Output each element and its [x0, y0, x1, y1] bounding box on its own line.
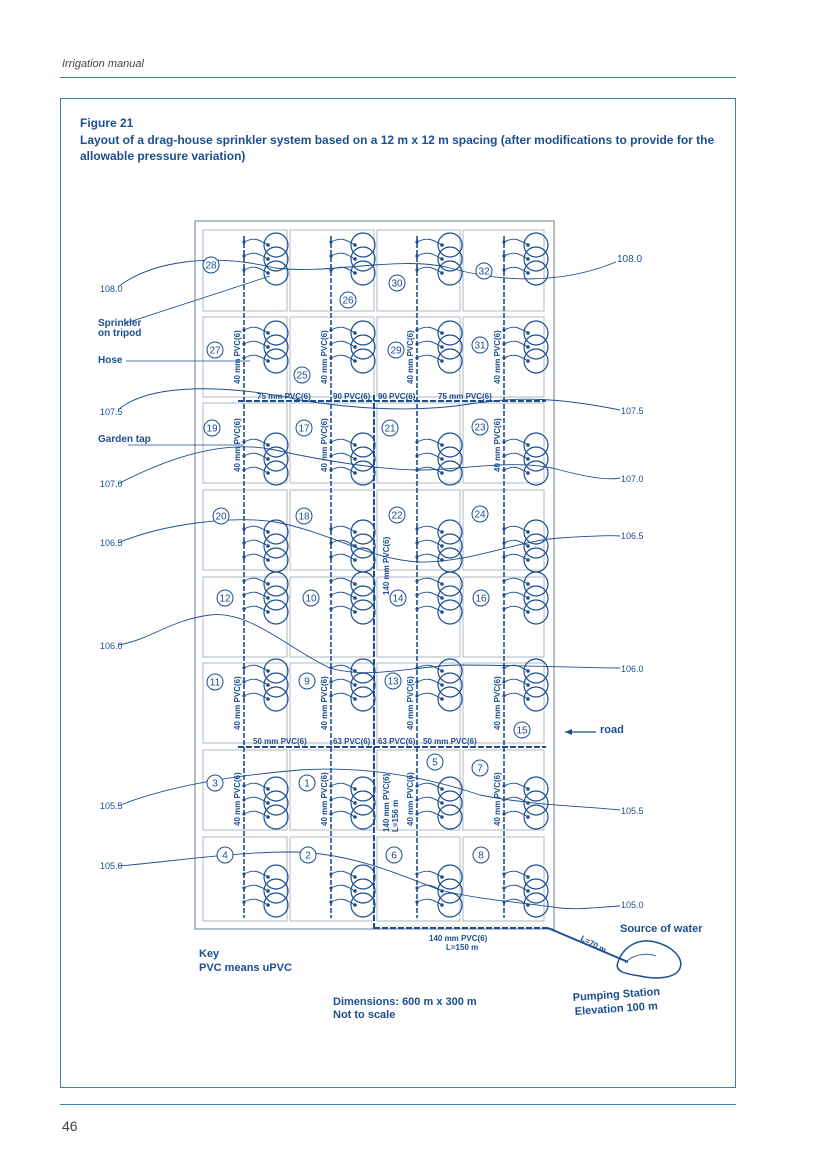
lateral-pipe-label: 40 mm PVC(6): [233, 772, 242, 826]
vertical-main-lower-label: 140 mm PVC(6): [382, 773, 391, 832]
plot-number: 28: [205, 260, 217, 272]
plot-number: 22: [391, 510, 403, 522]
plot-number: 10: [305, 593, 317, 605]
plot-cell: [290, 577, 374, 657]
contour-label-right: 107.5: [621, 406, 644, 416]
contour-label-left: 106.0: [100, 641, 123, 651]
tap-point: [329, 694, 332, 697]
main-pipe-label: 140 mm PVC(6): [429, 934, 488, 943]
tap-point: [329, 812, 332, 815]
sprinkler-leader: [126, 276, 270, 323]
contour-line: [118, 615, 620, 673]
tap-point: [242, 886, 245, 889]
tap-point: [415, 541, 418, 544]
tap-point: [415, 240, 418, 243]
tap-point: [329, 872, 332, 875]
tap-point: [502, 784, 505, 787]
lateral-pipe-label: 40 mm PVC(6): [233, 676, 242, 730]
lateral-pipe-label: 40 mm PVC(6): [320, 772, 329, 826]
tap-point: [415, 555, 418, 558]
submain-75-left: 75 mm PVC(6): [257, 392, 311, 401]
tap-point: [502, 342, 505, 345]
tap-point: [502, 812, 505, 815]
garden-tap-label: Garden tap: [98, 434, 151, 445]
tap-point: [502, 328, 505, 331]
tap-point: [329, 541, 332, 544]
lateral-pipe-label: 40 mm PVC(6): [406, 676, 415, 730]
tap-point: [242, 356, 245, 359]
tap-point: [329, 593, 332, 596]
plot-number: 19: [206, 423, 218, 435]
contour-label-right: 108.0: [617, 254, 643, 265]
submain-63-left: 63 PVC(6): [333, 737, 371, 746]
lateral-pipe-label: 40 mm PVC(6): [493, 676, 502, 730]
plot-number: 16: [475, 593, 487, 605]
page-number: 46: [62, 1118, 78, 1134]
tap-point: [242, 900, 245, 903]
contour-label-left: 108.0: [100, 284, 123, 294]
tap-point: [242, 593, 245, 596]
lateral-pipe-label: 40 mm PVC(6): [406, 330, 415, 384]
submain-63-right: 63 PVC(6): [378, 737, 416, 746]
contour-label-right: 105.5: [621, 806, 644, 816]
tap-point: [242, 240, 245, 243]
tap-point: [502, 254, 505, 257]
tap-point: [415, 254, 418, 257]
tap-point: [502, 268, 505, 271]
tap-point: [502, 579, 505, 582]
plot-number: 17: [298, 423, 310, 435]
lateral-pipe-label: 40 mm PVC(6): [320, 330, 329, 384]
pipe-length-label: L=70 m: [579, 933, 608, 955]
plot-number: 11: [209, 677, 221, 689]
tap-point: [329, 328, 332, 331]
lateral-pipe-label: 40 mm PVC(6): [320, 418, 329, 472]
tap-point: [242, 342, 245, 345]
contour-label-right: 106.5: [621, 531, 644, 541]
tap-point: [242, 784, 245, 787]
key-text: PVC means uPVC: [199, 962, 292, 974]
plot-number: 1: [304, 778, 310, 790]
tap-point: [502, 454, 505, 457]
plot-number: 4: [222, 850, 228, 862]
tap-point: [502, 886, 505, 889]
plot-number: 24: [474, 509, 486, 521]
tap-point: [242, 268, 245, 271]
tap-point: [415, 812, 418, 815]
plot-number: 3: [212, 778, 218, 790]
plot-number: 9: [304, 676, 310, 688]
submain-50-left: 50 mm PVC(6): [253, 737, 307, 746]
tap-point: [242, 454, 245, 457]
plot-number: 27: [209, 345, 221, 357]
tap-point: [329, 886, 332, 889]
contour-label-right: 105.0: [621, 900, 644, 910]
tap-point: [329, 468, 332, 471]
lateral-pipe-label: 40 mm PVC(6): [233, 418, 242, 472]
tap-point: [242, 694, 245, 697]
tap-point: [329, 579, 332, 582]
lateral-pipe-label: 40 mm PVC(6): [406, 772, 415, 826]
tap-point: [242, 872, 245, 875]
plot-number: 20: [215, 511, 227, 523]
tap-point: [242, 666, 245, 669]
plot-number: 30: [391, 278, 403, 290]
tap-point: [329, 798, 332, 801]
plot-number: 5: [432, 757, 438, 769]
submain-90-right: 90 PVC(6): [378, 392, 416, 401]
lateral-pipe-label: 40 mm PVC(6): [493, 772, 502, 826]
tap-point: [242, 798, 245, 801]
tap-point: [502, 666, 505, 669]
contour-label-right: 106.0: [621, 664, 644, 674]
main-pipe-length: L=150 m: [446, 943, 479, 952]
road-arrowhead: [565, 729, 572, 735]
tap-point: [415, 268, 418, 271]
tap-point: [242, 527, 245, 530]
contour-label-left: 105.5: [100, 801, 123, 811]
plot-number: 18: [298, 511, 310, 523]
tap-point: [502, 356, 505, 359]
tap-point: [242, 579, 245, 582]
contour-label-left: 107.5: [100, 407, 123, 417]
tap-point: [502, 607, 505, 610]
tap-point: [415, 784, 418, 787]
tap-point: [415, 356, 418, 359]
plot-number: 2: [305, 850, 311, 862]
tap-point: [415, 872, 418, 875]
tap-point: [415, 342, 418, 345]
tap-point: [502, 555, 505, 558]
tap-point: [415, 593, 418, 596]
contour-label-right: 107.0: [621, 474, 644, 484]
vertical-main-label: 140 mm PVC(6): [382, 536, 391, 595]
plot-number: 29: [390, 345, 402, 357]
plot-numbers: [203, 257, 530, 863]
contour-line: [118, 260, 616, 287]
pump-elevation-label: Elevation 100 m: [574, 1000, 659, 1018]
tap-point: [415, 900, 418, 903]
lateral-pipe-label: 40 mm PVC(6): [493, 330, 502, 384]
tap-point: [415, 440, 418, 443]
tap-point: [242, 440, 245, 443]
tap-point: [242, 541, 245, 544]
tap-point: [329, 356, 332, 359]
water-source-label: Source of water: [620, 923, 703, 935]
tap-point: [502, 872, 505, 875]
footer-rule: [60, 1104, 736, 1105]
figure-caption: Layout of a drag-house sprinkler system based on a 12 m x 12 m spacing (after modifications to provide for the allowable pressure variation): [80, 133, 715, 163]
tap-point: [329, 527, 332, 530]
water-source-shape: [625, 954, 656, 963]
vertical-main-lower-length: L=156 m: [391, 799, 400, 832]
road-label: road: [600, 724, 624, 736]
plot-number: 32: [478, 266, 490, 278]
tap-point: [502, 468, 505, 471]
tap-point: [242, 468, 245, 471]
tap-point: [415, 798, 418, 801]
lateral-pipe-label: 40 mm PVC(6): [320, 676, 329, 730]
plot-number: 12: [219, 593, 231, 605]
tap-point: [415, 579, 418, 582]
tap-point: [502, 593, 505, 596]
plot-number: 6: [391, 850, 397, 862]
plot-number: 14: [392, 593, 404, 605]
scale-note: Not to scale: [333, 1009, 396, 1021]
tap-point: [502, 240, 505, 243]
plot-number: 8: [478, 850, 484, 862]
tap-point: [242, 607, 245, 610]
tap-point: [329, 555, 332, 558]
tap-point: [242, 328, 245, 331]
tap-point: [502, 694, 505, 697]
plot-number: 15: [516, 725, 528, 737]
tap-point: [242, 555, 245, 558]
lateral-pipe-label: 40 mm PVC(6): [233, 330, 242, 384]
tap-point: [415, 694, 418, 697]
tap-point: [329, 784, 332, 787]
tap-point: [502, 440, 505, 443]
water-source-shape: [617, 941, 681, 978]
plot-number: 21: [384, 423, 396, 435]
tap-point: [415, 328, 418, 331]
tap-point: [502, 527, 505, 530]
tap-point: [415, 680, 418, 683]
plot-number: 26: [342, 295, 354, 307]
tripod-label: on tripod: [98, 328, 142, 339]
tap-point: [329, 680, 332, 683]
tap-point: [502, 680, 505, 683]
contour-label-left: 107.0: [100, 479, 123, 489]
tap-point: [415, 527, 418, 530]
tap-point: [415, 454, 418, 457]
plot-number: 31: [474, 340, 486, 352]
tap-point: [502, 541, 505, 544]
figure-number: Figure 21: [80, 116, 134, 130]
plot-number: 25: [296, 370, 308, 382]
tap-point: [242, 254, 245, 257]
tap-point: [329, 900, 332, 903]
lateral-pipe-label: 40 mm PVC(6): [493, 418, 502, 472]
tap-point: [329, 607, 332, 610]
tap-point: [242, 812, 245, 815]
tap-point: [329, 240, 332, 243]
tap-point: [415, 886, 418, 889]
tap-point: [329, 254, 332, 257]
dimensions-label: Dimensions: 600 m x 300 m: [333, 996, 477, 1008]
sprinkler-label: Sprinkler: [98, 318, 142, 329]
tap-point: [329, 342, 332, 345]
tap-point: [415, 607, 418, 610]
contour-label-left: 106.5: [100, 538, 123, 548]
plot-number: 13: [387, 676, 399, 688]
tap-point: [242, 680, 245, 683]
submain-50-right: 50 mm PVC(6): [423, 737, 477, 746]
plot-number: 7: [477, 763, 483, 775]
pumping-station-label: Pumping Station: [572, 985, 661, 1004]
contour-label-left: 105.0: [100, 861, 123, 871]
key-title: Key: [199, 948, 220, 960]
contour-line: [118, 769, 620, 810]
submain-90-left: 90 PVC(6): [333, 392, 371, 401]
tap-point: [329, 440, 332, 443]
plot-cell: [203, 577, 287, 657]
running-header: Irrigation manual: [62, 58, 144, 70]
tap-point: [329, 454, 332, 457]
hose-label: Hose: [98, 355, 123, 366]
pipe-network: [238, 236, 681, 978]
submain-75-right: 75 mm PVC(6): [438, 392, 492, 401]
plot-number: 23: [474, 422, 486, 434]
